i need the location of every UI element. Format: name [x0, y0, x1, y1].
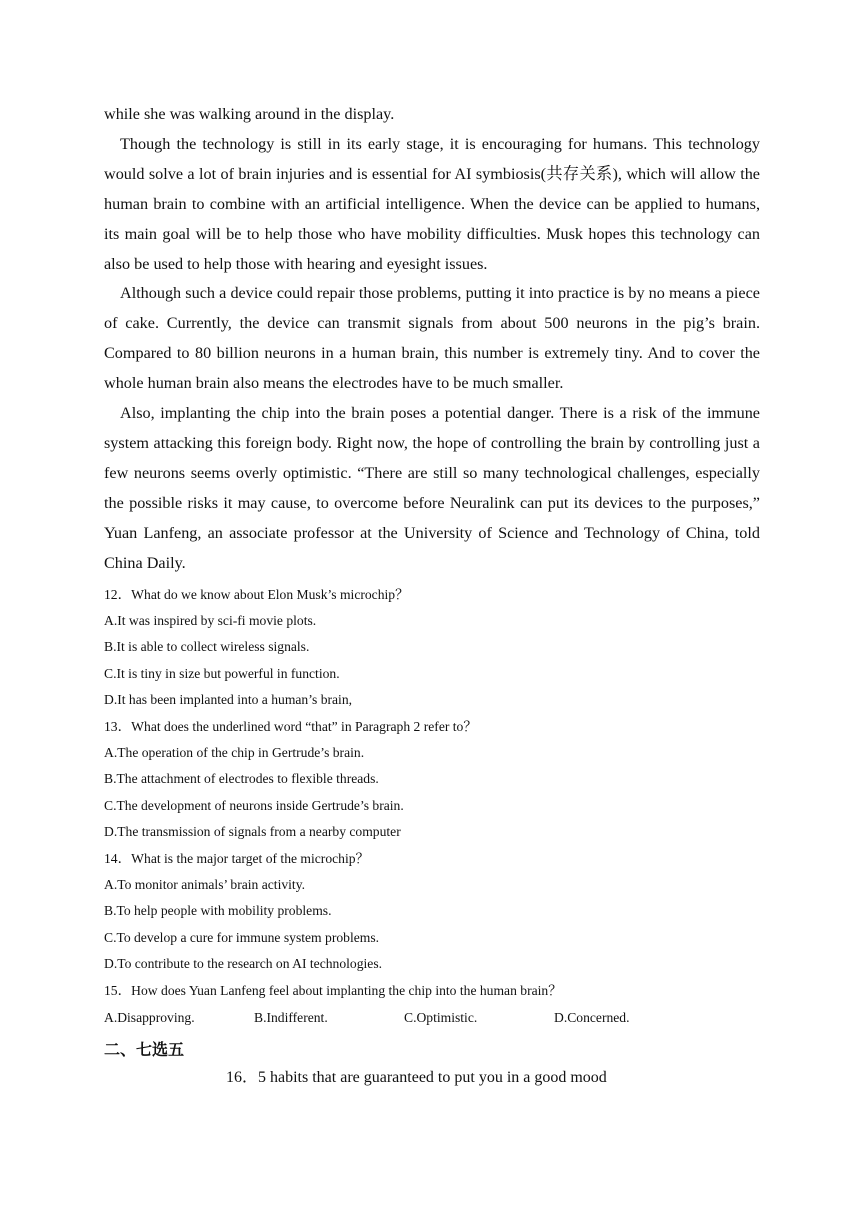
option-a: A.To monitor animals’ brain activity.	[104, 876, 306, 892]
passage-paragraph-0: while she was walking around in the display.	[104, 105, 395, 123]
passage-paragraph-2: Although such a device could repair those problems, putting it into practice is by no means a piece of cake. Currently, the device can transmit signals from about 500 neurons in the pig’s brain. Compared to 80 billion neurons in a human brain, this number is extremely tiny. And to cover the whole human brain also means the electrodes have to be much smaller.	[104, 284, 760, 393]
option-a: A.It was inspired by sci-fi movie plots.	[104, 612, 317, 628]
option-b: B.It is able to collect wireless signals.	[104, 639, 310, 655]
document-page	[104, 100, 760, 1092]
option-d: D.To contribute to the research on AI technologies.	[104, 956, 383, 972]
question-stem: 14．What is the major target of the microchip？	[104, 850, 370, 866]
option-b: B.Indifferent.	[254, 1010, 328, 1025]
option-a: A.Disapproving.	[104, 1010, 195, 1025]
passage-paragraph-1: Though the technology is still in its early stage, it is encouraging for humans. This technology would solve a lot of brain injuries and is essential for AI symbiosis(共存关系), which will allow the human brain to combine with an artificial intelligence. When the device can be applied to humans, its main goal will be to help those who have mobility difficulties. Musk hopes this technology can also be used to help those with hearing and eyesight issues.	[104, 134, 760, 273]
section-heading: 二、七选五	[104, 1040, 185, 1059]
question-stem: 15．How does Yuan Lanfeng feel about implanting the chip into the human brain？	[104, 982, 562, 998]
question-12	[104, 582, 760, 714]
option-b: B.To help people with mobility problems.	[104, 903, 332, 919]
option-c: C.It is tiny in size but powerful in function.	[104, 665, 340, 681]
option-a: A.The operation of the chip in Gertrude’s brain.	[104, 744, 365, 760]
option-c: C.To develop a cure for immune system problems.	[104, 929, 380, 945]
option-c: C.Optimistic.	[404, 1010, 478, 1025]
passage-paragraph-3: Also, implanting the chip into the brain poses a potential danger. There is a risk of the immune system attacking this foreign body. Right now, the hope of controlling the brain by controlling just a few neurons seems overly optimistic. “There are still so many technological challenges, especially the possible risks it may cause, to overcome before Neuralink can put its devices to the purposes,” Yuan Lanfeng, an associate professor at the University of Science and Technology of China, told China Daily.	[104, 404, 760, 572]
option-d: D.The transmission of signals from a nearby computer	[104, 824, 401, 840]
option-d: D.It has been implanted into a human’s brain,	[104, 692, 353, 708]
options-row	[104, 1004, 760, 1032]
option-b: B.The attachment of electrodes to flexible threads.	[104, 771, 379, 787]
section-subtitle: 16．5 habits that are guaranteed to put you in a good mood	[226, 1069, 607, 1086]
option-d: D.Concerned.	[554, 1010, 630, 1025]
question-15	[104, 978, 760, 1032]
option-c: C.The development of neurons inside Gertrude’s brain.	[104, 797, 404, 813]
question-stem: 13．What does the underlined word “that” in Paragraph 2 refer to？	[104, 718, 477, 734]
question-13	[104, 714, 760, 846]
question-14	[104, 846, 760, 978]
question-stem: 12．What do we know about Elon Musk’s microchip？	[104, 586, 409, 602]
